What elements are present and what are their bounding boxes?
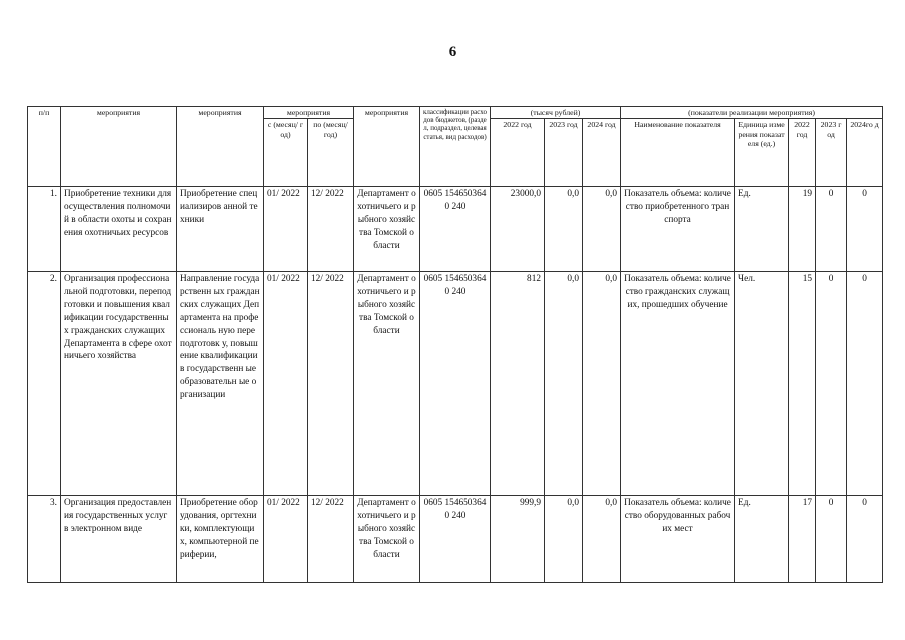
table-row [28,272,883,496]
row-ind-2022: 17 [789,496,816,583]
row-period-from: 01/ 2022 [264,272,308,496]
row-event-name: Организация профессиональной подготовки, переподготовки и повышения квалификации государственных гражданских служащих Департамента в сфере охотничьего хозяйства [61,272,177,496]
row-event-content: Приобретение специализиров анной техники [177,187,264,272]
header-fin-2024: 2024 год [583,119,621,187]
row-fin-2022: 999,9 [491,496,545,583]
row-executor: Департамент охотничьего и рыбного хозяйства Томской области [354,272,420,496]
header-ind-2022: 2022 год [789,119,816,187]
row-ind-2023: 0 [816,496,847,583]
table-row [28,187,883,272]
row-fin-2023: 0,0 [545,496,583,583]
header-indicator-unit: Единица измерения показателя (ед.) [735,119,789,187]
row-period-from: 01/ 2022 [264,187,308,272]
header-event-content: мероприятия [177,107,264,187]
row-event-name: Приобретение техники для осуществления полномочий в области охоты и сохранения охотничьих ресурсов [61,187,177,272]
row-ind-2023: 0 [816,272,847,496]
row-indicator: Показатель объема: количество приобретенного транспорта [621,187,735,272]
row-kbk: 0605 1546503640 240 [420,187,491,272]
row-fin-2023: 0,0 [545,272,583,496]
row-num: 2. [28,272,61,496]
row-fin-2022: 812 [491,272,545,496]
row-event-name: Организация предоставления государственных услуг в электронном виде [61,496,177,583]
header-num: п/п [28,107,61,187]
measures-table [27,106,883,583]
row-ind-2024: 0 [847,272,883,496]
row-num: 1. [28,187,61,272]
row-kbk: 0605 1546503640 240 [420,496,491,583]
row-period-to: 12/ 2022 [308,272,354,496]
row-fin-2024: 0,0 [583,272,621,496]
row-indicator: Показатель объема: количество гражданских служащих, прошедших обучение [621,272,735,496]
header-period-from: с (месяц/ год) [264,119,308,187]
header-finance-group: (тысяч рублей) [491,107,621,119]
row-kbk: 0605 1546503640 240 [420,272,491,496]
table-row [28,496,883,583]
header-period-group: мероприятия [264,107,354,119]
row-executor: Департамент охотничьего и рыбного хозяйства Томской области [354,496,420,583]
row-period-from: 01/ 2022 [264,496,308,583]
row-period-to: 12/ 2022 [308,496,354,583]
header-indicator-name: Наименование показателя [621,119,735,187]
row-fin-2022: 23000,0 [491,187,545,272]
header-ind-2024: 2024го д [847,119,883,187]
page-number: 6 [448,44,457,60]
header-ind-2023: 2023 год [816,119,847,187]
row-executor: Департамент охотничьего и рыбного хозяйства Томской области [354,187,420,272]
header-classification: классификации расходов бюджетов, (раздел, подраздел, целевая статья, вид расходов) [420,107,491,187]
row-ind-2022: 19 [789,187,816,272]
row-unit: Чел. [735,272,789,496]
row-indicator: Показатель объема: количество оборудованных рабочих мест [621,496,735,583]
row-ind-2022: 15 [789,272,816,496]
header-indicators-group: (показатели реализации мероприятия) [621,107,883,119]
header-executor: мероприятия [354,107,420,187]
header-event-name: мероприятия [61,107,177,187]
row-ind-2024: 0 [847,187,883,272]
row-fin-2023: 0,0 [545,187,583,272]
row-event-content: Приобретение оборудования, оргтехники, комплектующи х, компьютерной периферии, [177,496,264,583]
row-ind-2024: 0 [847,496,883,583]
row-unit: Ед. [735,187,789,272]
header-row-1 [28,107,883,119]
row-event-content: Направление государственн ых гражданских служащих Департамента на профессиональ ную переподготовк у, повышение квалификации в государственн ые образовательн ые организации [177,272,264,496]
row-num: 3. [28,496,61,583]
row-unit: Ед. [735,496,789,583]
row-fin-2024: 0,0 [583,187,621,272]
header-period-to: по (месяц/ год) [308,119,354,187]
row-fin-2024: 0,0 [583,496,621,583]
row-period-to: 12/ 2022 [308,187,354,272]
header-fin-2022: 2022 год [491,119,545,187]
row-ind-2023: 0 [816,187,847,272]
header-fin-2023: 2023 год [545,119,583,187]
